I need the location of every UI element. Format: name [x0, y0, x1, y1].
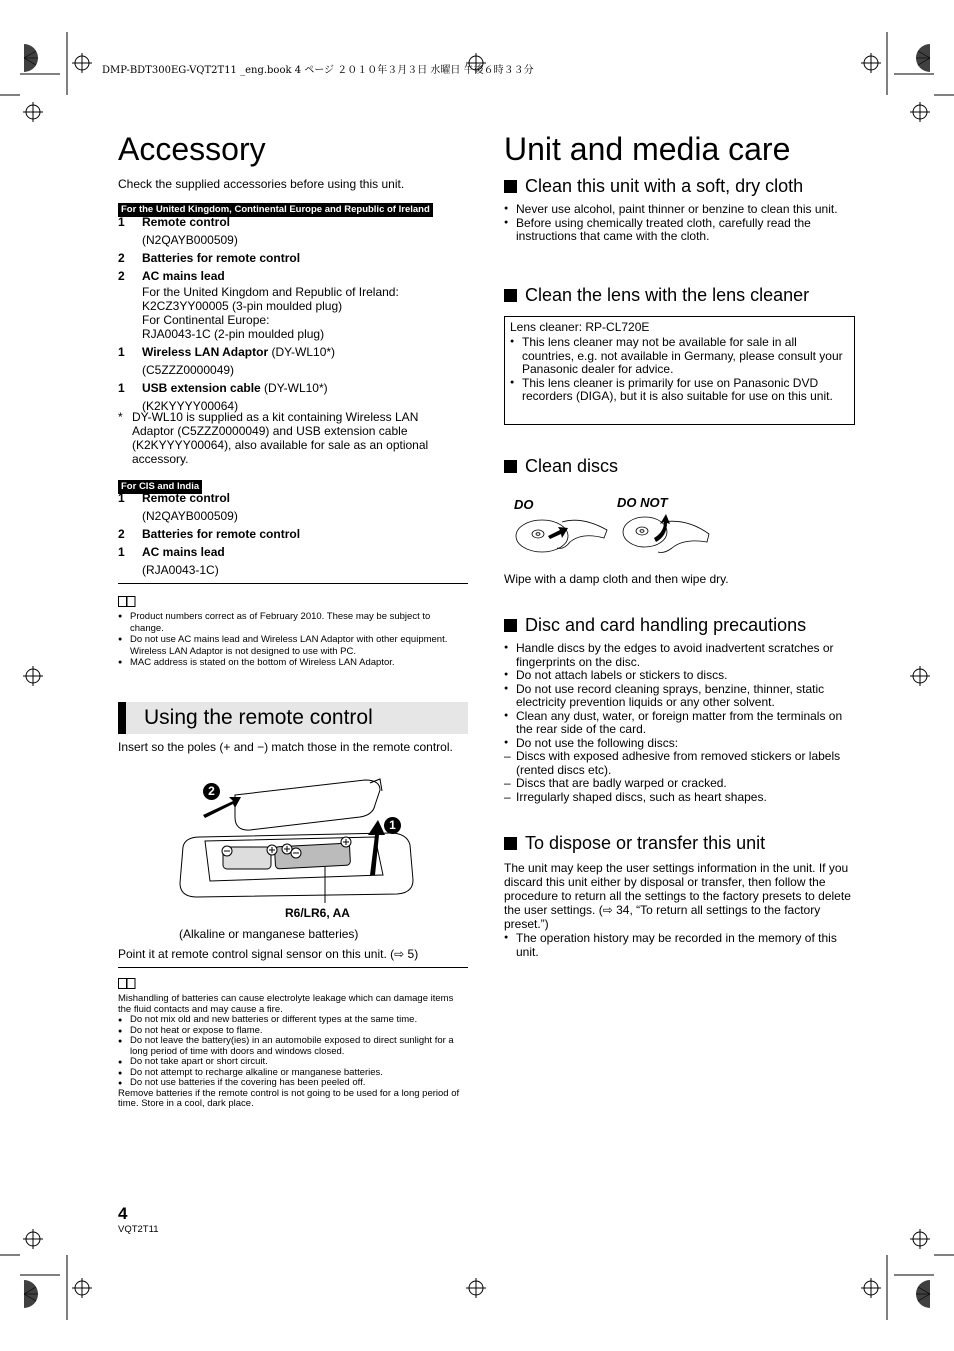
- step-1-badge: 1: [384, 817, 401, 834]
- accessory-notes: [118, 611, 463, 669]
- care-title: Unit and media care: [504, 131, 791, 167]
- document-code: VQT2T11: [118, 1224, 159, 1235]
- section-clean-unit: Clean this unit with a soft, dry cloth: [504, 175, 803, 197]
- item-name: Wireless LAN Adaptor: [142, 345, 269, 359]
- section-clean-lens: Clean the lens with the lens cleaner: [504, 284, 809, 306]
- step-2-badge: 2: [203, 783, 220, 800]
- item-quantity: 1: [118, 215, 125, 229]
- item-name: Remote control: [142, 215, 231, 229]
- item-detail: (C5ZZZ0000049): [142, 363, 235, 377]
- dispose-item: ● The operation history may be recorded in the memory of this unit.: [504, 932, 844, 959]
- note-item: ● MAC address is stated on the bottom of Wireless LAN Adaptor.: [118, 657, 463, 669]
- precaution-item: ● Do not use the following discs:: [504, 737, 854, 751]
- precaution-item: ● Clean any dust, water, or foreign matter from the terminals on the rear side of the card.: [504, 710, 854, 737]
- lens-note-item: ● This lens cleaner is primarily for use on Panasonic DVD recorders (DIGA), but it is also suitable for use on this unit.: [510, 377, 848, 404]
- item-name: Batteries for remote control: [142, 251, 301, 265]
- accessory-item: [118, 251, 463, 265]
- clean-unit-list: [504, 203, 844, 244]
- item-name: AC mains lead: [142, 269, 225, 283]
- battery-label: R6/LR6, AA: [285, 906, 350, 920]
- care-item: ● Never use alcohol, paint thinner or benzine to clean this unit.: [504, 203, 844, 217]
- precaution-item: – Discs that are badly warped or cracked.: [504, 777, 854, 791]
- footnote: * DY-WL10 is supplied as a kit containing Wireless LAN Adaptor (C5ZZZ0000049) and USB extension cable (K2KYYYY00064), also available for sale as an optional accessory.: [118, 410, 429, 466]
- wipe-instruction: Wipe with a damp cloth and then wipe dry.: [504, 572, 729, 586]
- note-item: ● Do not use AC mains lead and Wireless LAN Adaptor with other equipment. Wireless LAN Adaptor is not designed to use with PC.: [118, 634, 463, 657]
- item-quantity: 2: [118, 269, 125, 283]
- item-name: USB extension cable: [142, 381, 261, 395]
- accessory-item: [118, 545, 463, 577]
- precaution-item: – Discs with exposed adhesive from removed stickers or labels (rented discs etc).: [504, 750, 854, 777]
- disc-cleaning-illustration: [512, 512, 712, 562]
- warning-item: ● Do not use batteries if the covering has been peeled off.: [118, 1078, 463, 1089]
- item-quantity: 1: [118, 491, 125, 505]
- item-quantity: 2: [118, 527, 125, 541]
- accessory-intro: Check the supplied accessories before using this unit.: [118, 177, 405, 191]
- item-detail: For Continental Europe:: [142, 313, 270, 327]
- precaution-item: ● Do not use record cleaning sprays, benzine, thinner, static electricity prevention liquids or any other solvent.: [504, 683, 854, 710]
- section-clean-discs: Clean discs: [504, 455, 618, 477]
- item-name: AC mains lead: [142, 545, 225, 559]
- divider: [118, 583, 468, 584]
- lens-note-item: ● This lens cleaner may not be available for sale in all countries, e.g. not available in Germany, please consult your Panasonic dealer for advice.: [510, 336, 848, 377]
- remote-section-banner: [118, 702, 468, 734]
- region-label-uk: For the United Kingdom, Continental Europe and Republic of Ireland: [118, 199, 433, 217]
- book-icon: [118, 594, 136, 612]
- accessory-list-uk: [118, 215, 463, 417]
- dispose-text: The unit may keep the user settings information in the unit. If you discard this unit either by disposal or transfer, then follow the procedure to return all the settings to the factory presets to delete the user settings. (⇨ 34, “To return all settings to the factory preset.”): [504, 861, 851, 931]
- item-quantity: 2: [118, 251, 125, 265]
- file-header-line: DMP-BDT300EG-VQT2T11 _eng.book 4 ページ ２０１０年３月３日 水曜日 午後６時３３分: [102, 65, 534, 76]
- accessory-title: Accessory: [118, 131, 266, 167]
- item-detail: (RJA0043-1C): [142, 563, 219, 577]
- item-quantity: 1: [118, 545, 125, 559]
- item-name: Batteries for remote control: [142, 527, 301, 541]
- accessory-item: [118, 491, 463, 523]
- item-detail: (N2QAYB000509): [142, 509, 238, 523]
- accessory-list-cis: [118, 491, 463, 581]
- warning-item: ● Do not leave the battery(ies) in an automobile exposed to direct sunlight for a long period of time with doors and windows closed.: [118, 1036, 463, 1057]
- accessory-item: [118, 527, 463, 541]
- section-dispose: To dispose or transfer this unit: [504, 832, 765, 854]
- warning-item: ● Do not heat or expose to flame.: [118, 1026, 463, 1037]
- point-remote-text: Point it at remote control signal sensor on this unit. (⇨ 5): [118, 947, 419, 961]
- divider: [118, 967, 468, 968]
- item-quantity: 1: [118, 381, 125, 395]
- item-detail: For the United Kingdom and Republic of Ireland:: [142, 285, 399, 299]
- care-item: ● Before using chemically treated cloth, carefully read the instructions that came with the cloth.: [504, 217, 844, 244]
- item-model: (DY-WL10*): [260, 381, 328, 395]
- item-name: Remote control: [142, 491, 231, 505]
- accessory-item: [118, 345, 463, 377]
- dispose-list: [504, 932, 844, 959]
- warning-item: ● Do not take apart or short circuit.: [118, 1057, 463, 1068]
- item-detail: RJA0043-1C (2-pin moulded plug): [142, 327, 325, 341]
- remote-intro: Insert so the poles (+ and −) match those in the remote control.: [118, 740, 453, 754]
- precaution-item: ● Handle discs by the edges to avoid inadvertent scratches or fingerprints on the disc.: [504, 642, 854, 669]
- remote-section-title: Using the remote control: [144, 706, 373, 729]
- disc-precautions-list: [504, 642, 854, 804]
- region-label-cis: For CIS and India: [118, 476, 202, 494]
- battery-warnings: Mishandling of batteries can cause electrolyte leakage which can damage items the fluid contacts and may cause a fire. ● Do not mix old and new batteries or different types at the same time. ● Do not heat or expose to flame. ● Do not leave the battery(ies) in an automobile exposed to direct sunlight for a long period of time with doors and windows closed. ● Do not take apart or short circuit. ● Do not attempt to recharge alkaline or manganese batteries. ● Do not use batteries if the covering has been peeled off. Remove batteries if the remote control is not going to be used for a long period of time. Store in a cool, dark place.: [118, 994, 463, 1110]
- item-detail: (N2QAYB000509): [142, 233, 238, 247]
- precaution-item: ● Do not attach labels or stickers to discs.: [504, 669, 854, 683]
- accessory-item: [118, 381, 463, 413]
- precaution-item: – Irregularly shaped discs, such as heart shapes.: [504, 791, 854, 805]
- warning-item: ● Do not mix old and new batteries or different types at the same time.: [118, 1015, 463, 1026]
- item-detail: (K2KYYYY00064): [142, 399, 239, 413]
- note-item: ● Product numbers correct as of February 2010. These may be subject to change.: [118, 611, 463, 634]
- item-detail: K2CZ3YY00005 (3-pin moulded plug): [142, 299, 343, 313]
- do-not-label: DO NOT: [617, 495, 668, 510]
- battery-type: (Alkaline or manganese batteries): [179, 927, 359, 941]
- section-disc-precautions: Disc and card handling precautions: [504, 614, 806, 636]
- accessory-item: [118, 269, 463, 341]
- page-number: 4: [118, 1204, 128, 1223]
- accessory-item: [118, 215, 463, 247]
- item-quantity: 1: [118, 345, 125, 359]
- warning-item: ● Do not attempt to recharge alkaline or manganese batteries.: [118, 1068, 463, 1079]
- book-icon: [118, 976, 136, 994]
- item-model: (DY-WL10*): [268, 345, 336, 359]
- do-label: DO: [514, 497, 534, 512]
- lens-cleaner-box: Lens cleaner: RP-CL720E ● This lens cleaner may not be available for sale in all countries, e.g. not available in Germany, please consult your Panasonic dealer for advice. ● This lens cleaner is primarily for use on Panasonic DVD recorders (DIGA), but it is also suitable for use on this unit.: [504, 316, 855, 425]
